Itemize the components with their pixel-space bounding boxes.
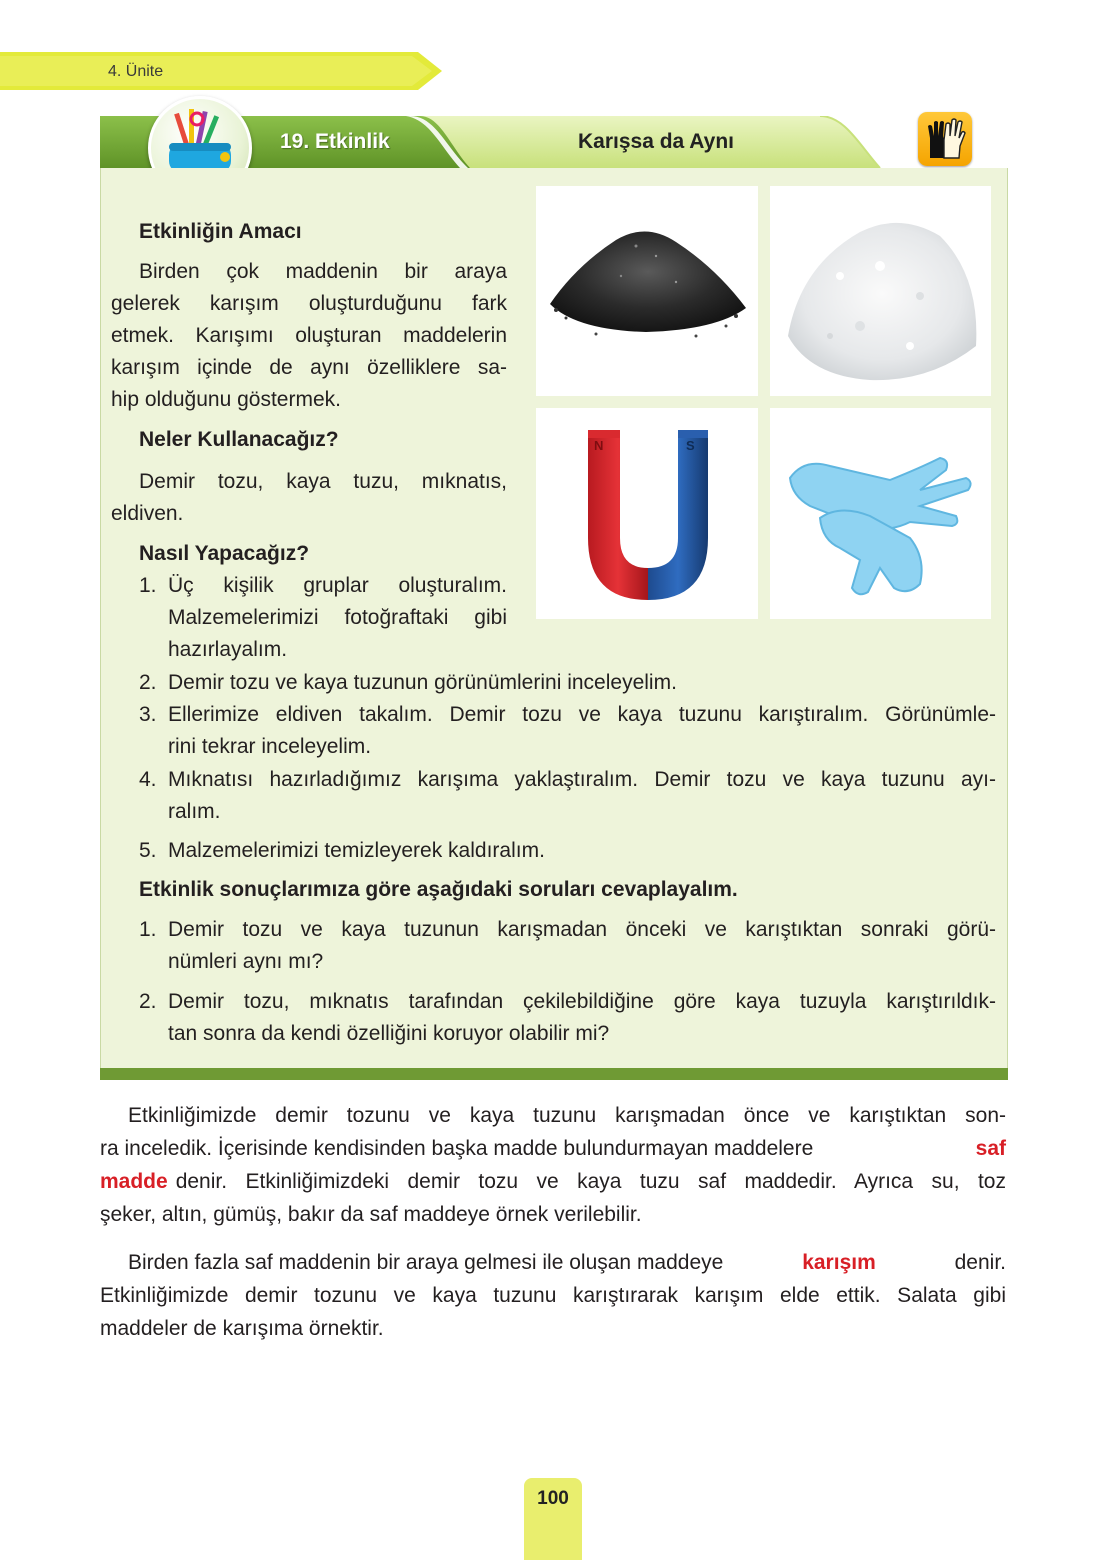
- step-number: 5.: [139, 839, 157, 862]
- purpose-line: Birden çok maddenin bir araya: [139, 260, 507, 283]
- step-line: Demir tozu ve kaya tuzunun görünümlerini inceleyelim.: [168, 671, 677, 694]
- body-p2-line: [128, 1247, 1006, 1279]
- purpose-line: hip olduğunu göstermek.: [111, 388, 341, 411]
- body-p1-line: Etkinliğimizde demir tozunu ve kaya tuzunu karışmadan önce ve karıştıktan son-: [128, 1104, 1006, 1127]
- body-text: denir. Etkinliğimizdeki demir tozu ve kaya tuzu saf maddedir. Ayrıca su, toz: [175, 1170, 1006, 1193]
- gloves-icon: [918, 112, 972, 166]
- step-line: ralım.: [168, 800, 221, 823]
- step-line: Malzemelerimizi temizleyerek kaldıralım.: [168, 839, 545, 862]
- rock-salt-photo: [770, 186, 991, 396]
- body-text: denir.: [954, 1251, 1006, 1274]
- question-line: Demir tozu, mıknatıs tarafından çekilebildiğine göre kaya tuzuyla karıştırıldık-: [168, 990, 996, 1013]
- materials-line: Demir tozu, kaya tuzu, mıknatıs,: [139, 470, 507, 493]
- question-number: 1.: [139, 918, 157, 941]
- step-line: Mıknatısı hazırladığımız karışıma yaklaştıralım. Demir tozu ve kaya tuzunu ayı-: [168, 768, 996, 791]
- body-text: Birden fazla saf maddenin bir araya gelmesi ile oluşan maddeye: [128, 1251, 724, 1274]
- magnet-pole-s: S: [686, 438, 695, 453]
- gloves-photo: [770, 408, 991, 619]
- question-number: 2.: [139, 990, 157, 1013]
- materials-heading: Neler Kullanacağız?: [139, 428, 339, 451]
- body-p2-line: maddeler de karışıma örnektir.: [100, 1317, 384, 1340]
- purpose-line: gelerek karışım oluşturduğunu fark: [111, 292, 507, 315]
- body-p1-line: [100, 1166, 1006, 1198]
- question-line: nümleri aynı mı?: [168, 950, 324, 973]
- step-number: 1.: [139, 574, 157, 597]
- step-line: Ellerimize eldiven takalım. Demir tozu ve kaya tuzunu karıştıralım. Görünümle-: [168, 703, 996, 726]
- step-number: 3.: [139, 703, 157, 726]
- highlight-term: madde: [100, 1170, 168, 1193]
- step-number: 4.: [139, 768, 157, 791]
- activity-box-bottom-border: [100, 1068, 1008, 1080]
- page-number: 100: [537, 1488, 569, 1509]
- activity-title: Karışsa da Aynı: [578, 130, 735, 153]
- purpose-line: etmek. Karışımı oluşturan maddelerin: [111, 324, 507, 347]
- steps-heading: Nasıl Yapacağız?: [139, 542, 310, 565]
- step-line: Üç kişilik gruplar oluşturalım.: [168, 574, 507, 597]
- magnet-pole-n: N: [594, 438, 604, 453]
- purpose-heading: Etkinliğin Amacı: [139, 220, 302, 243]
- question-line: Demir tozu ve kaya tuzunun karışmadan önceki ve karıştıktan sonraki görü-: [168, 918, 996, 941]
- body-p2-line: Etkinliğimizde demir tozunu ve kaya tuzunu karıştırarak karışım elde ettik. Salata gibi: [100, 1284, 1006, 1307]
- question-line: tan sonra da kendi özelliğini koruyor olabilir mi?: [168, 1022, 610, 1045]
- highlight-term: karışım: [802, 1251, 876, 1274]
- step-number: 2.: [139, 671, 157, 694]
- body-p1-line: [100, 1133, 1006, 1165]
- purpose-line: karışım içinde de aynı özelliklere sa-: [111, 356, 507, 379]
- iron-powder-photo: [536, 186, 758, 396]
- highlight-term: saf: [975, 1137, 1006, 1160]
- body-text: ra inceledik. İçerisinde kendisinden başka madde bulundurmayan maddelere: [100, 1137, 814, 1160]
- body-p1-line: şeker, altın, gümüş, bakır da saf maddeye örnek verilebilir.: [100, 1203, 642, 1226]
- unit-tab: [0, 52, 442, 90]
- step-line: hazırlayalım.: [168, 638, 288, 661]
- step-line: Malzemelerimizi fotoğraftaki gibi: [168, 606, 507, 629]
- step-line: rini tekrar inceleyelim.: [168, 735, 372, 758]
- materials-line: eldiven.: [111, 502, 184, 525]
- magnet-photo: [536, 408, 758, 619]
- questions-heading: Etkinlik sonuçlarımıza göre aşağıdaki soruları cevaplayalım.: [139, 878, 738, 901]
- unit-label: 4. Ünite: [108, 63, 164, 80]
- activity-number: 19. Etkinlik: [280, 130, 390, 153]
